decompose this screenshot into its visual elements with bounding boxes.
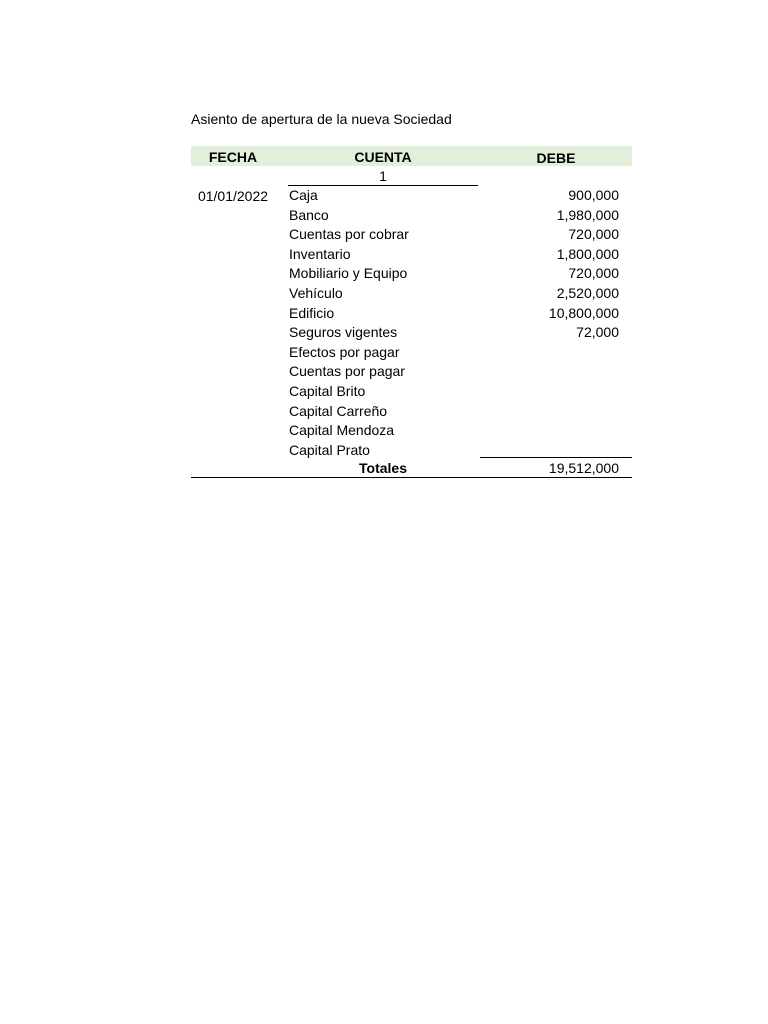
journal-rows xyxy=(288,186,620,460)
debit-amount: 720,000 xyxy=(568,265,619,282)
account-name: Caja xyxy=(289,187,318,203)
entry-date: 01/01/2022 xyxy=(197,188,269,204)
account-name: Cuentas por pagar xyxy=(289,363,405,380)
total-divider xyxy=(480,457,632,458)
table-row xyxy=(288,343,620,363)
table-row xyxy=(288,304,620,324)
table-row xyxy=(288,225,620,245)
totals-debit-amount: 19,512,000 xyxy=(548,460,619,476)
account-name: Inventario xyxy=(289,245,351,262)
table-row xyxy=(288,264,620,284)
account-name: Edificio xyxy=(289,304,335,321)
debit-amount: 900,000 xyxy=(568,187,619,203)
table-row xyxy=(288,284,620,304)
account-name: Seguros vigentes xyxy=(289,324,398,341)
debit-amount: 1,980,000 xyxy=(556,206,619,223)
account-name: Banco xyxy=(289,206,329,223)
debit-amount: 720,000 xyxy=(568,226,619,243)
totals-label: Totales xyxy=(359,460,407,476)
account-name: Efectos por pagar xyxy=(289,343,400,360)
account-name: Mobiliario y Equipo xyxy=(289,265,408,282)
column-header-fecha: FECHA xyxy=(208,149,258,165)
table-bottom-border xyxy=(191,477,632,478)
entry-number: 1 xyxy=(379,168,387,184)
account-name: Capital Carreño xyxy=(289,402,388,419)
table-row xyxy=(288,362,620,382)
table-row xyxy=(288,382,620,402)
page-title: Asiento de apertura de la nueva Sociedad xyxy=(191,111,452,127)
table-row xyxy=(288,186,620,206)
account-name: Capital Mendoza xyxy=(289,422,395,439)
account-name: Vehículo xyxy=(289,284,343,301)
column-header-cuenta: CUENTA xyxy=(354,149,412,165)
account-name: Capital Prato xyxy=(289,441,370,458)
account-name: Capital Brito xyxy=(289,382,366,399)
table-row xyxy=(288,402,620,422)
account-name: Cuentas por cobrar xyxy=(289,226,409,243)
table-row xyxy=(288,206,620,226)
debit-amount: 10,800,000 xyxy=(548,304,619,321)
debit-amount: 72,000 xyxy=(576,324,619,341)
table-row xyxy=(288,421,620,441)
column-header-debe: DEBE xyxy=(536,150,576,166)
debit-amount: 1,800,000 xyxy=(556,245,619,262)
debit-amount: 2,520,000 xyxy=(556,284,619,301)
table-row xyxy=(288,245,620,265)
table-row xyxy=(288,323,620,343)
